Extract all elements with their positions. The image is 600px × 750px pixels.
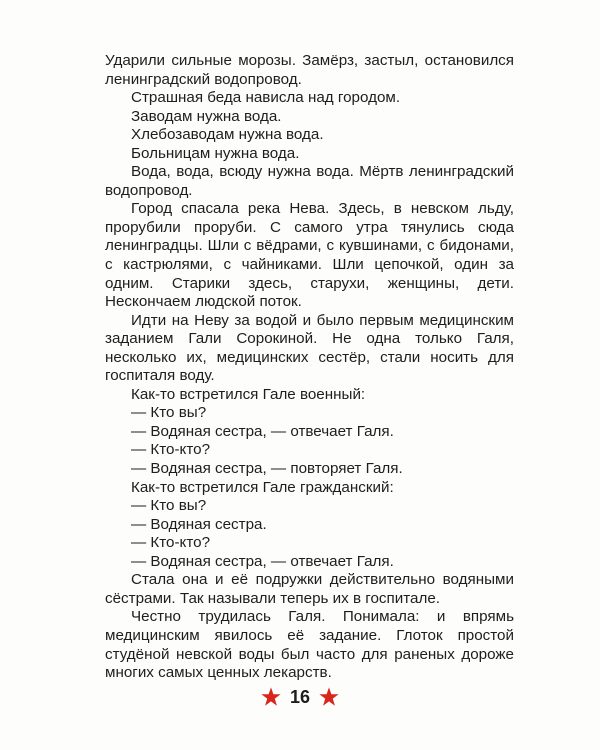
- dialogue-line: — Кто вы?: [131, 404, 207, 422]
- paragraph: Больницам нужна вода.: [131, 144, 300, 162]
- body-text: [105, 52, 514, 683]
- page-number: 16: [289, 687, 311, 707]
- dialogue-line: — Водяная сестра.: [131, 515, 267, 533]
- paragraph: Страшная беда нависла над городом.: [131, 89, 401, 107]
- paragraph: Вода, вода, всюду нужна вода. Мёртв ленинградский водопровод.: [105, 163, 514, 199]
- dialogue-line: Как-то встретился Гале военный:: [131, 385, 366, 403]
- dialogue-line: Как-то встретился Гале гражданский:: [131, 478, 394, 496]
- dialogue-line: — Водяная сестра, — отвечает Галя.: [131, 422, 394, 440]
- star-icon: [260, 686, 282, 708]
- paragraph: Честно трудилась Галя. Понимала: и впрямь медицинским явилось её задание. Глоток простой студёной невской воды был часто для раненых дороже многих самых ценных лекарств.: [105, 608, 514, 682]
- dialogue-line: — Кто-кто?: [131, 534, 211, 552]
- paragraph: Заводам нужна вода.: [131, 107, 282, 125]
- paragraph: Город спасала река Нева. Здесь, в невском льду, прорубили проруби. С самого утра тянулись сюда ленинградцы. Шли с вёдрами, с кувшинами, с бидонами, с кастрюлями, с чайниками. Шли цепочкой, один за одним. Старики здесь, старухи, женщины, дети. Нескончаем людской поток.: [105, 200, 514, 311]
- star-icon: [318, 686, 340, 708]
- dialogue-line: — Кто-кто?: [131, 441, 211, 459]
- page-footer: [0, 683, 600, 711]
- paragraph: Идти на Неву за водой и было первым медицинским заданием Гали Сорокиной. Не одна только Галя, несколько их, медицинских сестёр, стали носить для госпиталя воду.: [105, 311, 514, 385]
- paragraph: Стала она и её подружки действительно водяными сёстрами. Так называли теперь их в госпитале.: [105, 571, 514, 607]
- dialogue-line: — Кто вы?: [131, 497, 207, 515]
- dialogue-line: — Водяная сестра, — отвечает Галя.: [131, 552, 394, 570]
- paragraph: Ударили сильные морозы. Замёрз, застыл, остановился ленинградский водопровод.: [105, 52, 514, 88]
- paragraph: Хлебозаводам нужна вода.: [131, 126, 324, 144]
- dialogue-line: — Водяная сестра, — повторяет Галя.: [131, 460, 403, 478]
